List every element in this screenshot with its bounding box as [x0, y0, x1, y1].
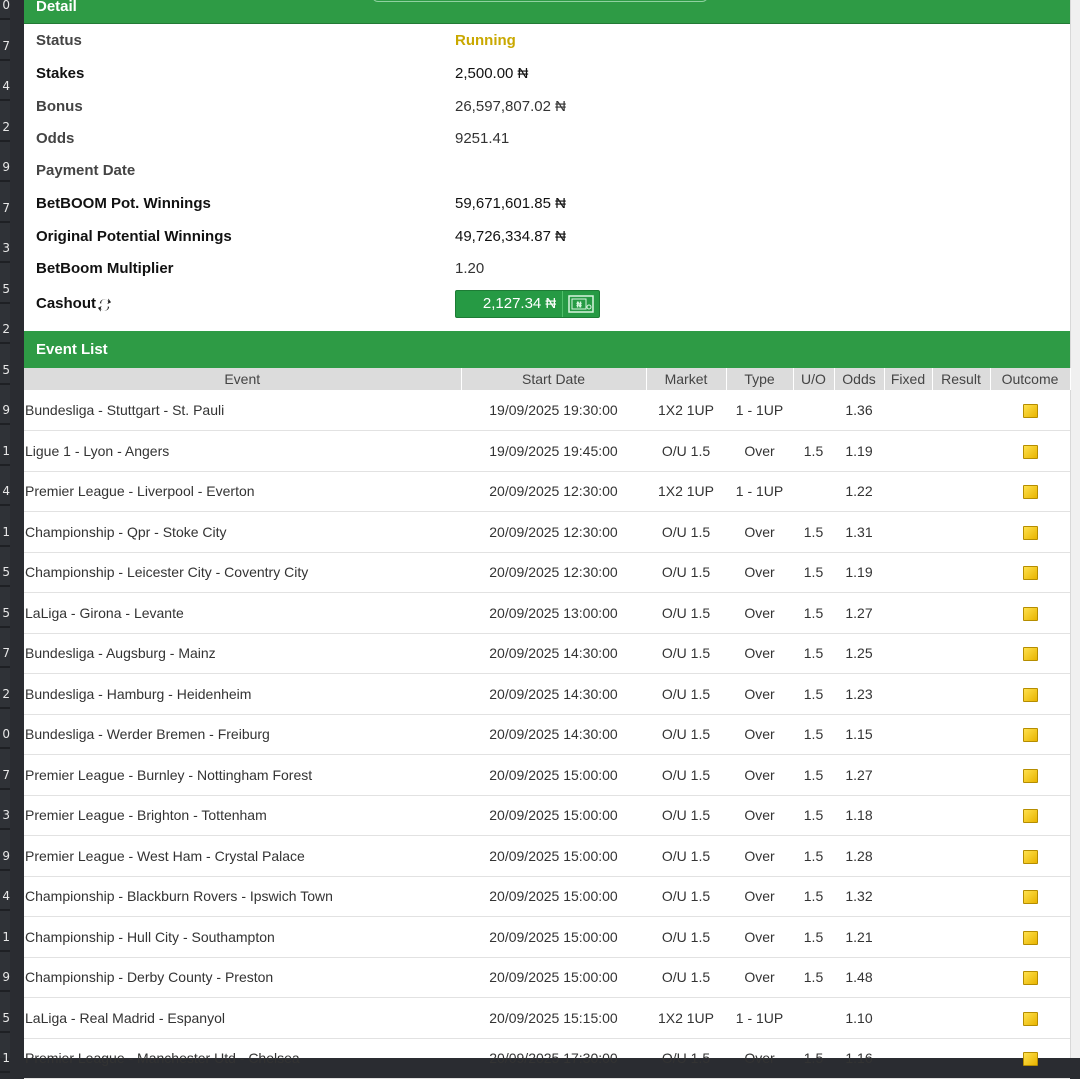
type-cell: Over	[726, 512, 793, 553]
event-cell: Championship - Blackburn Rovers - Ipswich Town	[24, 876, 461, 917]
market-cell: O/U 1.5	[646, 917, 726, 958]
header-tab-outline	[372, 0, 708, 2]
result-cell	[932, 390, 990, 431]
market-cell: 1X2 1UP	[646, 390, 726, 431]
table-row[interactable]	[24, 957, 1070, 998]
pending-outcome-icon	[1023, 1012, 1038, 1026]
rail-digit: 7	[0, 39, 10, 53]
rail-digit: 7	[0, 768, 10, 782]
odds-cell: 1.23	[834, 674, 884, 715]
rail-digit: 2	[0, 322, 10, 336]
start-date-cell: 20/09/2025 15:15:00	[461, 998, 646, 1039]
pending-outcome-icon	[1023, 485, 1038, 499]
left-rail	[0, 0, 10, 1065]
cashout-label: Cashout	[36, 295, 96, 313]
fixed-cell	[884, 836, 932, 877]
outcome-cell	[990, 431, 1070, 472]
detail-row-pot-winnings	[24, 187, 1070, 219]
odds-cell: 1.21	[834, 917, 884, 958]
table-row[interactable]	[24, 552, 1070, 593]
market-cell: O/U 1.5	[646, 593, 726, 634]
type-cell: Over	[726, 633, 793, 674]
uo-cell: 1.5	[793, 876, 834, 917]
uo-cell: 1.5	[793, 714, 834, 755]
start-date-cell: 19/09/2025 19:30:00	[461, 390, 646, 431]
rail-digit: 4	[0, 484, 10, 498]
type-cell: Over	[726, 431, 793, 472]
uo-cell: 1.5	[793, 633, 834, 674]
col-start-date[interactable]: Start Date	[461, 368, 646, 390]
odds-cell: 1.28	[834, 836, 884, 877]
table-row[interactable]	[24, 633, 1070, 674]
market-cell: O/U 1.5	[646, 512, 726, 553]
pot-winnings-label: BetBOOM Pot. Winnings	[36, 194, 211, 212]
type-cell: Over	[726, 1038, 793, 1079]
table-row[interactable]	[24, 998, 1070, 1039]
outcome-cell	[990, 512, 1070, 553]
outcome-cell	[990, 674, 1070, 715]
detail-row-multiplier	[24, 252, 1070, 284]
status-label: Status	[36, 31, 82, 49]
odds-cell: 1.25	[834, 633, 884, 674]
type-cell: Over	[726, 876, 793, 917]
table-row[interactable]	[24, 471, 1070, 512]
col-type[interactable]: Type	[726, 368, 793, 390]
uo-cell	[793, 390, 834, 431]
result-cell	[932, 836, 990, 877]
pot-winnings-value: 59,671,601.85 ₦	[455, 194, 566, 212]
fixed-cell	[884, 755, 932, 796]
rail-digit: 7	[0, 646, 10, 660]
odds-cell: 1.19	[834, 431, 884, 472]
type-cell: Over	[726, 755, 793, 796]
result-cell	[932, 593, 990, 634]
result-cell	[932, 876, 990, 917]
col-fixed[interactable]: Fixed	[884, 368, 932, 390]
type-cell: Over	[726, 957, 793, 998]
result-cell	[932, 552, 990, 593]
start-date-cell: 20/09/2025 15:00:00	[461, 795, 646, 836]
outcome-cell	[990, 390, 1070, 431]
odds-cell: 1.16	[834, 1038, 884, 1079]
fixed-cell	[884, 390, 932, 431]
fixed-cell	[884, 431, 932, 472]
type-cell: Over	[726, 714, 793, 755]
outcome-cell	[990, 714, 1070, 755]
market-cell: O/U 1.5	[646, 1038, 726, 1079]
event-cell: Bundesliga - Stuttgart - St. Pauli	[24, 390, 461, 431]
type-cell: 1 - 1UP	[726, 998, 793, 1039]
col-uo[interactable]: U/O	[793, 368, 834, 390]
col-event[interactable]: Event	[24, 368, 461, 390]
start-date-cell: 20/09/2025 13:00:00	[461, 593, 646, 634]
fixed-cell	[884, 1038, 932, 1079]
market-cell: O/U 1.5	[646, 674, 726, 715]
rail-digit: 2	[0, 687, 10, 701]
result-cell	[932, 1038, 990, 1079]
bonus-value: 26,597,807.02 ₦	[455, 97, 566, 115]
fixed-cell	[884, 957, 932, 998]
col-market[interactable]: Market	[646, 368, 726, 390]
col-outcome[interactable]: Outcome	[990, 368, 1070, 390]
outcome-cell	[990, 471, 1070, 512]
pending-outcome-icon	[1023, 769, 1038, 783]
outcome-cell	[990, 917, 1070, 958]
pending-outcome-icon	[1023, 728, 1038, 742]
odds-cell: 1.27	[834, 755, 884, 796]
pending-outcome-icon	[1023, 566, 1038, 580]
odds-cell: 1.18	[834, 795, 884, 836]
cashout-value: 2,127.34 ₦	[456, 291, 563, 317]
start-date-cell: 20/09/2025 15:00:00	[461, 755, 646, 796]
event-cell: Championship - Derby County - Preston	[24, 957, 461, 998]
event-cell: Bundesliga - Augsburg - Mainz	[24, 633, 461, 674]
type-cell: Over	[726, 674, 793, 715]
fixed-cell	[884, 633, 932, 674]
start-date-cell: 20/09/2025 14:30:00	[461, 633, 646, 674]
uo-cell: 1.5	[793, 836, 834, 877]
type-cell: Over	[726, 552, 793, 593]
odds-cell: 1.19	[834, 552, 884, 593]
result-cell	[932, 998, 990, 1039]
result-cell	[932, 957, 990, 998]
rail-digit: 5	[0, 606, 10, 620]
svg-text:₦: ₦	[576, 300, 582, 310]
type-cell: Over	[726, 836, 793, 877]
start-date-cell: 20/09/2025 12:30:00	[461, 512, 646, 553]
uo-cell	[793, 471, 834, 512]
status-value: Running	[455, 31, 516, 49]
col-odds[interactable]: Odds	[834, 368, 884, 390]
pending-outcome-icon	[1023, 890, 1038, 904]
market-cell: O/U 1.5	[646, 876, 726, 917]
table-row[interactable]	[24, 755, 1070, 796]
market-cell: O/U 1.5	[646, 957, 726, 998]
uo-cell: 1.5	[793, 431, 834, 472]
event-cell: Championship - Hull City - Southampton	[24, 917, 461, 958]
market-cell: O/U 1.5	[646, 431, 726, 472]
fixed-cell	[884, 471, 932, 512]
fixed-cell	[884, 593, 932, 634]
fixed-cell	[884, 876, 932, 917]
table-row[interactable]	[24, 795, 1070, 836]
fixed-cell	[884, 674, 932, 715]
start-date-cell: 20/09/2025 12:30:00	[461, 471, 646, 512]
result-cell	[932, 633, 990, 674]
rail-digit: 0	[0, 0, 10, 12]
market-cell: 1X2 1UP	[646, 471, 726, 512]
rail-digit: 1	[0, 444, 10, 458]
market-cell: O/U 1.5	[646, 836, 726, 877]
uo-cell: 1.5	[793, 755, 834, 796]
rail-digit: 5	[0, 282, 10, 296]
event-cell: Premier League - Burnley - Nottingham Forest	[24, 755, 461, 796]
fixed-cell	[884, 512, 932, 553]
table-row[interactable]	[24, 836, 1070, 877]
rail-digit: 5	[0, 565, 10, 579]
outcome-cell	[990, 795, 1070, 836]
payment-date-label: Payment Date	[36, 161, 136, 179]
pending-outcome-icon	[1023, 1052, 1038, 1066]
odds-label: Odds	[36, 129, 75, 147]
outcome-cell	[990, 552, 1070, 593]
type-cell: Over	[726, 795, 793, 836]
start-date-cell: 20/09/2025 12:30:00	[461, 552, 646, 593]
odds-cell: 1.27	[834, 593, 884, 634]
outcome-cell	[990, 633, 1070, 674]
uo-cell: 1.5	[793, 674, 834, 715]
table-row[interactable]	[24, 876, 1070, 917]
odds-value: 9251.41	[455, 129, 510, 147]
event-list-title: Event List	[36, 341, 108, 358]
start-date-cell: 20/09/2025 15:00:00	[461, 836, 646, 877]
type-cell: Over	[726, 593, 793, 634]
event-cell: Championship - Leicester City - Coventry City	[24, 552, 461, 593]
start-date-cell: 20/09/2025 14:30:00	[461, 714, 646, 755]
detail-row-status	[24, 24, 1070, 56]
detail-row-payment-date	[24, 154, 1070, 186]
outcome-cell	[990, 876, 1070, 917]
detail-row-original-winnings	[24, 220, 1070, 252]
odds-cell: 1.10	[834, 998, 884, 1039]
rail-digit: 9	[0, 970, 10, 984]
bet-detail-panel	[24, 0, 1070, 1067]
event-cell: Championship - Qpr - Stoke City	[24, 512, 461, 553]
event-cell: LaLiga - Real Madrid - Espanyol	[24, 998, 461, 1039]
detail-row-bonus	[24, 90, 1070, 122]
rail-digit: 4	[0, 889, 10, 903]
result-cell	[932, 714, 990, 755]
rail-digit: 9	[0, 160, 10, 174]
start-date-cell: 20/09/2025 15:00:00	[461, 876, 646, 917]
event-list-header	[24, 331, 1070, 368]
rail-digit: 1	[0, 1051, 10, 1065]
start-date-cell: 20/09/2025 15:00:00	[461, 957, 646, 998]
start-date-cell: 20/09/2025 14:30:00	[461, 674, 646, 715]
odds-cell: 1.32	[834, 876, 884, 917]
result-cell	[932, 795, 990, 836]
odds-cell: 1.36	[834, 390, 884, 431]
bonus-label: Bonus	[36, 97, 83, 115]
rail-digit: 1	[0, 930, 10, 944]
fixed-cell	[884, 998, 932, 1039]
multiplier-label: BetBoom Multiplier	[36, 259, 174, 277]
event-cell: LaLiga - Girona - Levante	[24, 593, 461, 634]
odds-cell: 1.48	[834, 957, 884, 998]
col-result[interactable]: Result	[932, 368, 990, 390]
naira-cash-icon	[563, 291, 599, 317]
result-cell	[932, 431, 990, 472]
table-row[interactable]	[24, 917, 1070, 958]
detail-row-odds	[24, 122, 1070, 154]
uo-cell: 1.5	[793, 795, 834, 836]
rail-digit: 9	[0, 403, 10, 417]
outcome-cell	[990, 836, 1070, 877]
uo-cell: 1.5	[793, 917, 834, 958]
rail-digit: 2	[0, 120, 10, 134]
market-cell: 1X2 1UP	[646, 998, 726, 1039]
outcome-cell	[990, 1038, 1070, 1079]
pending-outcome-icon	[1023, 607, 1038, 621]
result-cell	[932, 512, 990, 553]
rail-digit: 3	[0, 808, 10, 822]
detail-header	[24, 0, 1070, 24]
start-date-cell: 19/09/2025 19:45:00	[461, 431, 646, 472]
original-winnings-label: Original Potential Winnings	[36, 227, 232, 245]
pending-outcome-icon	[1023, 809, 1038, 823]
market-cell: O/U 1.5	[646, 714, 726, 755]
rail-digit: 3	[0, 241, 10, 255]
detail-row-stakes	[24, 57, 1070, 89]
event-cell: Ligue 1 - Lyon - Angers	[24, 431, 461, 472]
event-cell: Premier League - West Ham - Crystal Palace	[24, 836, 461, 877]
rail-digit: 0	[0, 727, 10, 741]
table-header-row	[24, 368, 1070, 390]
stakes-value: 2,500.00 ₦	[455, 64, 529, 82]
table-row[interactable]	[24, 1038, 1070, 1079]
outcome-cell	[990, 755, 1070, 796]
result-cell	[932, 674, 990, 715]
market-cell: O/U 1.5	[646, 795, 726, 836]
rail-digit: 1	[0, 525, 10, 539]
start-date-cell: 20/09/2025 17:30:00	[461, 1038, 646, 1079]
uo-cell: 1.5	[793, 552, 834, 593]
fixed-cell	[884, 714, 932, 755]
rail-digit: 5	[0, 363, 10, 377]
pending-outcome-icon	[1023, 647, 1038, 661]
fixed-cell	[884, 795, 932, 836]
uo-cell: 1.5	[793, 957, 834, 998]
rail-digit: 4	[0, 79, 10, 93]
type-cell: Over	[726, 917, 793, 958]
uo-cell: 1.5	[793, 512, 834, 553]
table-row[interactable]	[24, 593, 1070, 634]
event-cell: Premier League - Liverpool - Everton	[24, 471, 461, 512]
event-cell: Bundesliga - Werder Bremen - Freiburg	[24, 714, 461, 755]
market-cell: O/U 1.5	[646, 552, 726, 593]
odds-cell: 1.22	[834, 471, 884, 512]
event-table	[24, 368, 1071, 1079]
stakes-label: Stakes	[36, 64, 85, 82]
event-cell: Premier League - Manchester Utd - Chelsea	[24, 1038, 461, 1079]
type-cell: 1 - 1UP	[726, 390, 793, 431]
table-row[interactable]	[24, 512, 1070, 553]
result-cell	[932, 755, 990, 796]
uo-cell: 1.5	[793, 593, 834, 634]
rail-digit: 9	[0, 849, 10, 863]
type-cell: 1 - 1UP	[726, 471, 793, 512]
uo-cell: 1.5	[793, 1038, 834, 1079]
odds-cell: 1.15	[834, 714, 884, 755]
cashout-button[interactable]	[455, 290, 600, 318]
fixed-cell	[884, 917, 932, 958]
table-row[interactable]	[24, 431, 1070, 472]
detail-title: Detail	[36, 0, 77, 15]
result-cell	[932, 917, 990, 958]
pending-outcome-icon	[1023, 931, 1038, 945]
table-row[interactable]	[24, 714, 1070, 755]
scrollbar-track[interactable]	[1070, 0, 1080, 1058]
table-row[interactable]	[24, 390, 1070, 431]
rail-digit: 5	[0, 1011, 10, 1025]
event-cell: Bundesliga - Hamburg - Heidenheim	[24, 674, 461, 715]
outcome-cell	[990, 593, 1070, 634]
outcome-cell	[990, 957, 1070, 998]
pending-outcome-icon	[1023, 688, 1038, 702]
outcome-cell	[990, 998, 1070, 1039]
odds-cell: 1.31	[834, 512, 884, 553]
market-cell: O/U 1.5	[646, 633, 726, 674]
cashout-label-wrap	[36, 295, 112, 312]
start-date-cell: 20/09/2025 15:00:00	[461, 917, 646, 958]
rail-digit: 7	[0, 201, 10, 215]
uo-cell	[793, 998, 834, 1039]
pending-outcome-icon	[1023, 971, 1038, 985]
multiplier-value: 1.20	[455, 259, 485, 277]
table-row[interactable]	[24, 674, 1070, 715]
original-winnings-value: 49,726,334.87 ₦	[455, 227, 566, 245]
market-cell: O/U 1.5	[646, 755, 726, 796]
fixed-cell	[884, 552, 932, 593]
refresh-icon[interactable]	[97, 297, 112, 313]
event-cell: Premier League - Brighton - Tottenham	[24, 795, 461, 836]
pending-outcome-icon	[1023, 445, 1038, 459]
result-cell	[932, 471, 990, 512]
pending-outcome-icon	[1023, 850, 1038, 864]
pending-outcome-icon	[1023, 404, 1038, 418]
pending-outcome-icon	[1023, 526, 1038, 540]
